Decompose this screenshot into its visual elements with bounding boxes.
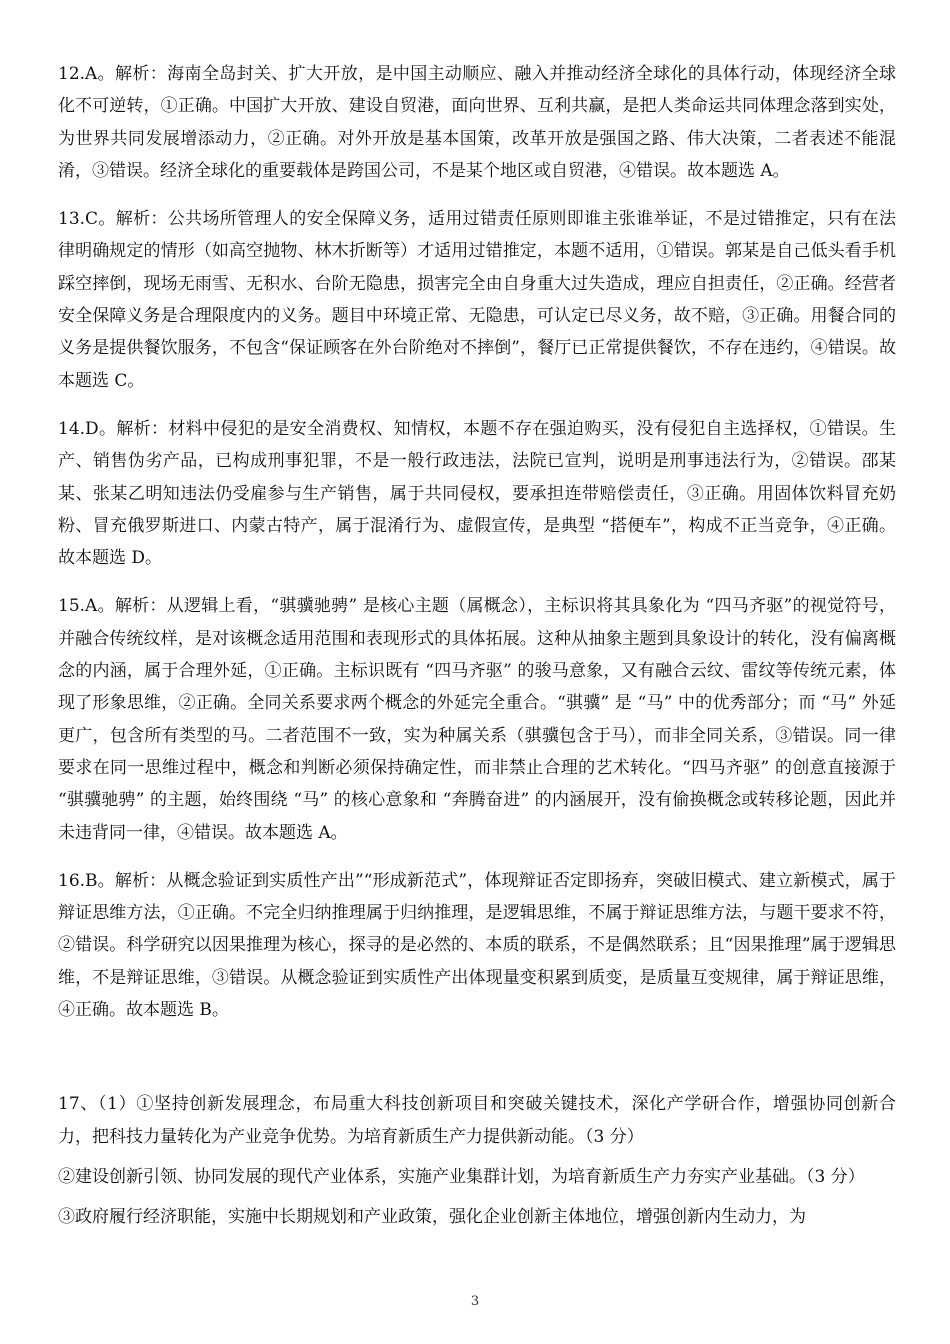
- page-number: 3: [470, 1294, 480, 1309]
- answer-content: [58, 58, 896, 1242]
- answer-17-point-1: 17、（1）①坚持创新发展理念，布局重大科技创新项目和突破关键技术，深化产学研合作，增强协同创新合力，把科技力量转化为产业竞争优势。为培育新质生产力提供新动能。（3 分）: [58, 1094, 896, 1147]
- answer-14-paragraph: 14.D。解析：材料中侵犯的是安全消费权、知情权，本题不存在强迫购买，没有侵犯自主选择权，①错误。生产、销售伪劣产品，已构成刑事犯罪，不是一般行政违法，法院已宣判，说明是刑事违法行为，②错误。邵某某、张某乙明知违法仍受雇参与生产销售，属于共同侵权，要承担连带赔偿责任，③正确。用固体饮料冒充奶粉、冒充俄罗斯进口、内蒙古特产，属于混淆行为、虚假宣传，是典型 “搭便车”，构成不正当竞争，④正确。故本题选 D。: [58, 418, 896, 569]
- answer-13-paragraph: 13.C。解析：公共场所管理人的安全保障义务，适用过错责任原则即谁主张谁举证，不是过错推定，只有在法律明确规定的情形（如高空抛物、林木折断等）才适用过错推定，本题不适用，①错误。郭某是自己低头看手机踩空摔倒，现场无雨雪、无积水、台阶无隐患，损害完全由自身重大过失造成，理应自担责任，②正确。经营者安全保障义务是合理限度内的义务。题目中环境正常、无隐患，可认定已尽义务，故不赔，③正确。用餐合同的义务是提供餐饮服务，不包含“保证顾客在外台阶绝对不摔倒”，餐厅已正常提供餐饮，不存在违约，④错误。故本题选 C。: [58, 209, 896, 391]
- answer-15-paragraph: 15.A。解析：从逻辑上看，“骐骥驰骋” 是核心主题（属概念），主标识将其具象化为 “四马齐驱”的视觉符号，并融合传统纹样，是对该概念适用范围和表现形式的具体拓展。这种从抽象主题到具象设计的转化，没有偏离概念的内涵，属于合理外延，①正确。主标识既有 “四马齐驱” 的骏马意象，又有融合云纹、雷纹等传统元素，体现了形象思维，②正确。全同关系要求两个概念的外延完全重合。“骐骥” 是 “马” 中的优秀部分；而 “马” 外延更广，包含所有类型的马。二者范围不一致，实为种属关系（骐骥包含于马），而非全同关系，③错误。同一律要求在同一思维过程中，概念和判断必须保持确定性，而非禁止合理的艺术转化。“四马齐驱” 的创意直接源于 “骐骥驰骋” 的主题，始终围绕 “马” 的核心意象和 “奔腾奋进” 的内涵展开，没有偷换概念或转移论题，因此并未违背同一律，④错误。故本题选 A。: [58, 596, 896, 843]
- answer-17-point-3: ③政府履行经济职能，实施中长期规划和产业政策，强化企业创新主体地位，增强创新内生动力，为: [58, 1207, 806, 1228]
- section-spacer: [58, 1042, 896, 1088]
- answer-17-point-2: ②建设创新引领、协同发展的现代产业体系，实施产业集群计划，为培育新质生产力夯实产业基础。（3 分）: [58, 1166, 865, 1187]
- answer-16-paragraph: 16.B。解析：从概念验证到实质性产出”“形成新范式”，体现辩证否定即扬弃，突破旧模式、建立新模式，属于辩证思维方法，①正确。不完全归纳推理属于归纳推理，是逻辑思维，不属于辩证思维方法，与题干要求不符，②错误。科学研究以因果推理为核心，探寻的是必然的、本质的联系，不是偶然联系；且“因果推理”属于逻辑思维，不是辩证思维，③错误。从概念验证到实质性产出体现量变积累到质变，是质量互变规律，属于辩证思维，④正确。故本题选 B。: [58, 870, 896, 1021]
- answer-12-paragraph: 12.A。解析：海南全岛封关、扩大开放，是中国主动顺应、融入并推动经济全球化的具体行动，体现经济全球化不可逆转，①正确。中国扩大开放、建设自贸港，面向世界、互利共赢，是把人类命运共同体理念落到实处，为世界共同发展增添动力，②正确。对外开放是基本国策，改革开放是强国之路、伟大决策，二者表述不能混淆，③错误。经济全球化的重要载体是跨国公司，不是某个地区或自贸港，④错误。故本题选 A。: [58, 64, 896, 181]
